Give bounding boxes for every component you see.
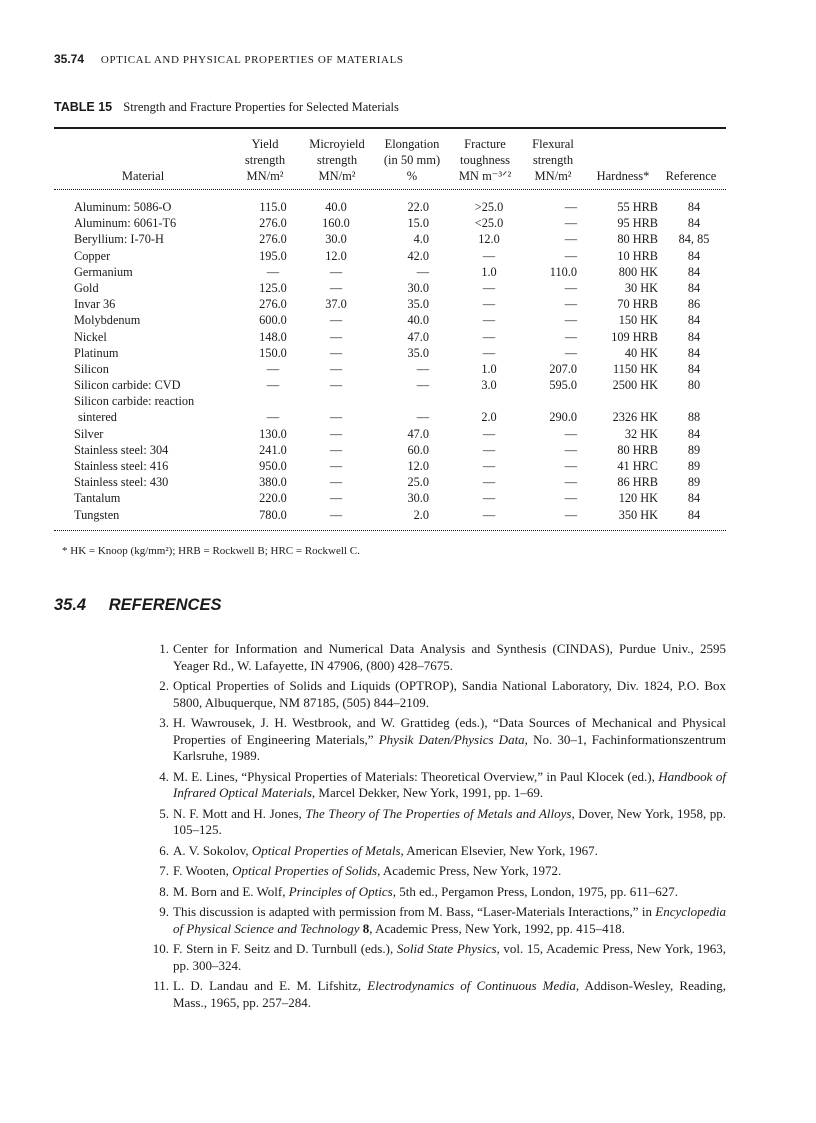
reference-text: No. 30–1, Fachinformationszentrum Karlsruhe, 1989. [173, 731, 726, 763]
col-header-material: Material [121, 169, 165, 183]
cell-material: Platinum [74, 345, 119, 360]
reference-number: 10. [152, 941, 169, 956]
cell-hardness: 2326 HK [612, 410, 658, 425]
cell-material: Tungsten [74, 507, 120, 522]
cell-hardness: 10 HRB [617, 248, 658, 263]
reference-text: M. Born and E. Wolf, [173, 883, 289, 899]
cell-material-line1: Silicon carbide: reaction [74, 394, 195, 409]
cell-material: Tantalum [74, 491, 121, 506]
cell-elongation: 4.0 [413, 232, 429, 247]
cell-reference: 89 [687, 442, 701, 457]
cell-microyield: 160.0 [322, 216, 350, 231]
table-row [54, 426, 726, 442]
cell-fracture: — [482, 459, 496, 474]
table-row [54, 329, 726, 345]
cell-reference: 86 [687, 297, 701, 312]
cell-hardness: 70 HRB [617, 297, 658, 312]
reference-number: 6. [159, 842, 169, 858]
cell-reference: 84 [687, 329, 701, 344]
reference-text: vol. 15, Academic Press, New York, 1963, pp. 300–324. [173, 941, 727, 973]
cell-fracture: — [482, 442, 496, 457]
reference-text: Electrodynamics of Continuous Media, [367, 978, 580, 993]
reference-item [140, 641, 726, 674]
cell-yield: 276.0 [259, 216, 287, 231]
cell-elongation: — [416, 361, 429, 376]
cell-microyield: — [329, 378, 343, 393]
cell-elongation: 35.0 [407, 345, 429, 360]
table-row [54, 393, 726, 425]
cell-yield: 380.0 [259, 475, 287, 490]
cell-reference: 84 [687, 313, 701, 328]
cell-hardness: 350 HK [618, 507, 658, 522]
col-header-flexural: Flexural strength MN/m² [532, 137, 574, 183]
cell-elongation: 30.0 [407, 280, 429, 295]
cell-flexural: — [564, 297, 577, 312]
cell-microyield: 40.0 [325, 200, 347, 214]
running-title: OPTICAL AND PHYSICAL PROPERTIES OF MATERIALS [100, 54, 404, 66]
table-row [54, 490, 726, 506]
cell-material: Beryllium: I-70-H [74, 232, 164, 247]
cell-elongation: 47.0 [407, 329, 429, 344]
reference-item [140, 863, 726, 880]
table-row [54, 296, 726, 312]
cell-reference: 84 [687, 280, 701, 295]
cell-hardness: 32 HK [624, 426, 658, 441]
reference-text: This discussion is adapted with permission from M. Bass, “Laser-Materials Interactions,” in [173, 904, 656, 919]
cell-material: Nickel [74, 329, 107, 344]
table-row [54, 442, 726, 458]
table-row [54, 231, 726, 247]
reference-text: 8 [362, 920, 370, 936]
cell-material: Aluminum: 6061-T6 [74, 216, 177, 231]
cell-elongation: — [416, 378, 429, 393]
reference-number: 8. [159, 883, 169, 899]
cell-fracture: — [482, 297, 496, 312]
col-header-microyield: Microyield strength MN/m² [309, 137, 365, 183]
cell-elongation: 42.0 [407, 248, 429, 263]
cell-material: Invar 36 [74, 297, 116, 312]
cell-yield: — [266, 361, 280, 376]
reference-number: 9. [159, 904, 169, 919]
cell-material: Silicon carbide: CVD [74, 378, 181, 393]
cell-material: Gold [74, 280, 99, 295]
table-row [54, 248, 726, 264]
reference-text: Handbook of Infrared Optical Materials, [173, 768, 726, 800]
table-bottom-rule [54, 530, 726, 531]
reference-item [140, 715, 726, 765]
reference-text: Academic Press, New York, 1972. [380, 863, 562, 878]
cell-yield: 130.0 [259, 426, 287, 441]
cell-microyield: — [329, 491, 343, 506]
cell-hardness: 86 HRB [617, 475, 658, 490]
cell-reference: 84 [687, 216, 701, 231]
col-header-elongation: Elongation (in 50 mm) % [383, 137, 441, 183]
cell-microyield: — [329, 264, 343, 279]
cell-elongation: 35.0 [407, 297, 429, 312]
cell-flexural: — [564, 313, 577, 328]
cell-fracture: — [482, 491, 496, 506]
cell-reference: 84, 85 [678, 232, 710, 247]
reference-number: 11. [153, 978, 169, 993]
cell-microyield: — [329, 361, 343, 376]
cell-yield: 950.0 [259, 459, 287, 474]
reference-text: Principles of Optics, [288, 883, 396, 899]
cell-elongation: 47.0 [407, 426, 429, 441]
cell-fracture: — [482, 280, 496, 295]
cell-reference: 84 [687, 200, 701, 214]
page-header [54, 52, 404, 66]
cell-microyield: — [329, 329, 343, 344]
cell-hardness: 95 HRB [617, 216, 658, 231]
cell-material: Aluminum: 5086-O [74, 200, 172, 214]
cell-fracture: — [482, 248, 496, 263]
page-number: 35.74 [54, 52, 85, 66]
cell-microyield: — [329, 410, 343, 425]
cell-flexural: — [564, 507, 577, 522]
table-row [54, 377, 726, 393]
cell-material: Stainless steel: 304 [74, 442, 169, 457]
cell-reference: 84 [687, 248, 701, 263]
cell-flexural: — [564, 426, 577, 441]
reference-text: Marcel Dekker, New York, 1991, pp. 1–69. [315, 785, 544, 800]
cell-hardness: 80 HRB [617, 442, 658, 457]
cell-fracture: <25.0 [474, 216, 504, 231]
cell-microyield: — [329, 345, 343, 360]
cell-flexural: — [564, 491, 577, 506]
cell-yield: — [266, 264, 280, 279]
cell-flexural: — [564, 200, 577, 214]
table-caption [54, 100, 399, 115]
cell-yield: — [266, 410, 280, 425]
col-header-reference: Reference [665, 169, 717, 183]
table-row [54, 474, 726, 490]
cell-microyield: — [329, 475, 343, 490]
reference-text: Optical Properties of Metals, [251, 842, 404, 858]
cell-fracture: — [482, 507, 496, 522]
reference-text: F. Stern in F. Seitz and D. Turnbull (eds.), [173, 941, 397, 956]
cell-microyield: 30.0 [325, 232, 347, 247]
reference-text: Addison-Wesley, Reading, Mass., 1965, pp. 257–284. [173, 978, 727, 1010]
reference-text: Solid State Physics, [396, 941, 500, 956]
table-footnote: * HK = Knoop (kg/mm²); HRB = Rockwell B; HRC = Rockwell C. [62, 545, 360, 557]
reference-text: F. Wooten, [173, 863, 233, 878]
reference-item [140, 769, 726, 802]
table-row [54, 345, 726, 361]
cell-fracture: — [482, 426, 496, 441]
cell-hardness: 40 HK [624, 345, 658, 360]
reference-text: , Academic Press, New York, 1992, pp. 415–418. [369, 920, 625, 936]
cell-yield: 600.0 [259, 313, 287, 328]
cell-reference: 89 [687, 459, 701, 474]
reference-text: A. V. Sokolov, [173, 842, 252, 858]
reference-item [140, 843, 726, 860]
cell-reference: 80 [687, 378, 701, 393]
cell-flexural: — [564, 345, 577, 360]
reference-list [140, 641, 726, 1015]
cell-material: Stainless steel: 430 [74, 475, 169, 490]
cell-hardness: 150 HK [618, 313, 658, 328]
reference-number: 5. [159, 805, 169, 821]
reference-number: 3. [159, 715, 169, 730]
cell-hardness: 800 HK [618, 264, 658, 279]
reference-number: 1. [159, 641, 169, 656]
cell-reference: 84 [687, 264, 701, 279]
cell-material: Silicon [74, 361, 109, 376]
reference-text: H. Wawrousek, J. H. Westbrook, and W. Grattideg (eds.), “Data Sources of Mechanical and Physical Properties of Engineering Materials,” [173, 715, 726, 747]
cell-microyield: — [329, 507, 343, 522]
cell-elongation: 15.0 [407, 216, 429, 231]
section-title: REFERENCES [108, 596, 222, 614]
reference-number: 7. [159, 863, 169, 878]
col-header-fracture: Fracture toughness MN m⁻³ᐟ² [458, 137, 512, 183]
cell-reference: 84 [687, 345, 701, 360]
cell-hardness: 55 HRB [617, 200, 658, 214]
cell-reference: 84 [687, 426, 701, 441]
cell-yield: 276.0 [259, 297, 287, 312]
cell-reference: 88 [687, 410, 701, 425]
cell-flexural: — [564, 329, 577, 344]
reference-text: Dover, New York, 1958, pp. 105–125. [173, 805, 727, 837]
cell-fracture: — [482, 475, 496, 490]
cell-elongation: 22.0 [407, 200, 429, 214]
reference-text: 5th ed., Pergamon Press, London, 1975, pp. 611–627. [395, 883, 678, 899]
table-row [54, 507, 726, 523]
cell-hardness: 2500 HK [612, 378, 658, 393]
reference-number: 2. [159, 678, 169, 693]
cell-material: Molybdenum [74, 313, 141, 328]
cell-yield: 115.0 [259, 200, 287, 214]
table-row [54, 312, 726, 328]
cell-elongation: 60.0 [407, 442, 429, 457]
cell-hardness: 1150 HK [613, 361, 658, 376]
cell-fracture: — [482, 313, 496, 328]
cell-elongation: — [416, 410, 429, 425]
cell-flexural: 110.0 [549, 264, 577, 279]
cell-flexural: — [564, 248, 577, 263]
cell-fracture: 2.0 [481, 410, 497, 425]
section-number: 35.4 [54, 596, 87, 614]
cell-reference: 84 [687, 361, 701, 376]
reference-item [140, 806, 726, 839]
reference-text: Optical Properties of Solids and Liquids (OPTROP), Sandia National Laboratory, Div. 1824, P.O. Box 5800, Albuquerque, NM 87185, (505) 844–2109. [173, 678, 726, 710]
cell-flexural: — [564, 216, 577, 231]
cell-flexural: — [564, 442, 577, 457]
cell-yield: 780.0 [259, 507, 287, 522]
reference-item [140, 941, 726, 974]
cell-yield: — [266, 378, 280, 393]
table-header-rule [54, 189, 726, 190]
cell-flexural: 595.0 [549, 378, 577, 393]
cell-fracture: — [482, 345, 496, 360]
col-header-hardness: Hardness* [596, 169, 650, 183]
reference-text: M. E. Lines, “Physical Properties of Materials: Theoretical Overview,” in Paul Klocek (ed.), [173, 768, 659, 784]
table-row [54, 264, 726, 280]
cell-microyield: — [329, 459, 343, 474]
cell-yield: 195.0 [259, 248, 287, 263]
cell-hardness: 30 HK [624, 280, 658, 295]
cell-flexural: — [564, 280, 577, 295]
table-body [54, 199, 726, 523]
col-header-yield: Yield strength MN/m² [244, 137, 286, 183]
cell-microyield: — [329, 426, 343, 441]
cell-fracture: 1.0 [481, 264, 497, 279]
cell-flexural: — [564, 232, 577, 247]
cell-material: Germanium [74, 264, 133, 279]
reference-text: Encyclopedia of Physical Science and Technology [173, 904, 726, 936]
cell-material: Copper [74, 248, 111, 263]
reference-text: Center for Information and Numerical Data Analysis and Synthesis (CINDAS), Purdue Univ., 2595 Yeager Rd., W. Lafayette, IN 47906, (800) 428–7675. [173, 641, 726, 673]
reference-item [140, 904, 726, 937]
cell-material: Silver [74, 426, 104, 441]
reference-text: Physik Daten/Physics Data, [378, 731, 528, 747]
table-row [54, 215, 726, 231]
cell-microyield: 37.0 [325, 297, 347, 312]
cell-reference: 84 [687, 491, 701, 506]
cell-yield: 241.0 [259, 442, 287, 457]
cell-hardness: 80 HRB [617, 232, 658, 247]
reference-item [140, 678, 726, 711]
cell-yield: 276.0 [259, 232, 287, 247]
cell-flexural: — [564, 475, 577, 490]
cell-elongation: 2.0 [413, 507, 429, 522]
reference-text: The Theory of The Properties of Metals and Alloys, [305, 805, 575, 821]
cell-fracture: 12.0 [478, 232, 500, 247]
cell-material: Stainless steel: 416 [74, 459, 169, 474]
cell-fracture: — [482, 329, 496, 344]
cell-hardness: 109 HRB [611, 329, 658, 344]
cell-yield: 150.0 [259, 345, 287, 360]
table-label: TABLE 15 [54, 100, 113, 114]
cell-elongation: 25.0 [407, 475, 429, 490]
table-row [54, 280, 726, 296]
reference-text: American Elsevier, New York, 1967. [403, 842, 598, 858]
reference-item [140, 978, 726, 1011]
reference-number: 4. [159, 768, 169, 784]
cell-flexural: — [564, 459, 577, 474]
cell-hardness: 41 HRC [617, 459, 658, 474]
cell-fracture: >25.0 [474, 200, 504, 214]
table-row [54, 199, 726, 215]
cell-elongation: — [416, 264, 429, 279]
reference-item [140, 884, 726, 901]
cell-material-line2: sintered [78, 410, 117, 425]
cell-elongation: 40.0 [407, 313, 429, 328]
cell-flexural: 207.0 [549, 361, 577, 376]
cell-fracture: 3.0 [481, 378, 497, 393]
cell-elongation: 12.0 [407, 459, 429, 474]
table-caption-text: Strength and Fracture Properties for Selected Materials [123, 100, 399, 114]
cell-microyield: 12.0 [325, 248, 347, 263]
cell-reference: 89 [687, 475, 701, 490]
section-heading [54, 596, 222, 615]
cell-fracture: 1.0 [481, 361, 497, 376]
cell-yield: 220.0 [259, 491, 287, 506]
cell-yield: 125.0 [259, 280, 287, 295]
reference-text: L. D. Landau and E. M. Lifshitz, [173, 978, 368, 993]
cell-microyield: — [329, 442, 343, 457]
reference-text: Optical Properties of Solids, [232, 863, 381, 878]
table-row [54, 458, 726, 474]
cell-yield: 148.0 [259, 329, 287, 344]
table-row [54, 361, 726, 377]
cell-reference: 84 [687, 507, 701, 522]
cell-microyield: — [329, 313, 343, 328]
cell-flexural: 290.0 [549, 410, 577, 425]
cell-elongation: 30.0 [407, 491, 429, 506]
cell-hardness: 120 HK [618, 491, 658, 506]
reference-text: N. F. Mott and H. Jones, [173, 805, 306, 821]
cell-microyield: — [329, 280, 343, 295]
table-top-rule [54, 127, 726, 129]
